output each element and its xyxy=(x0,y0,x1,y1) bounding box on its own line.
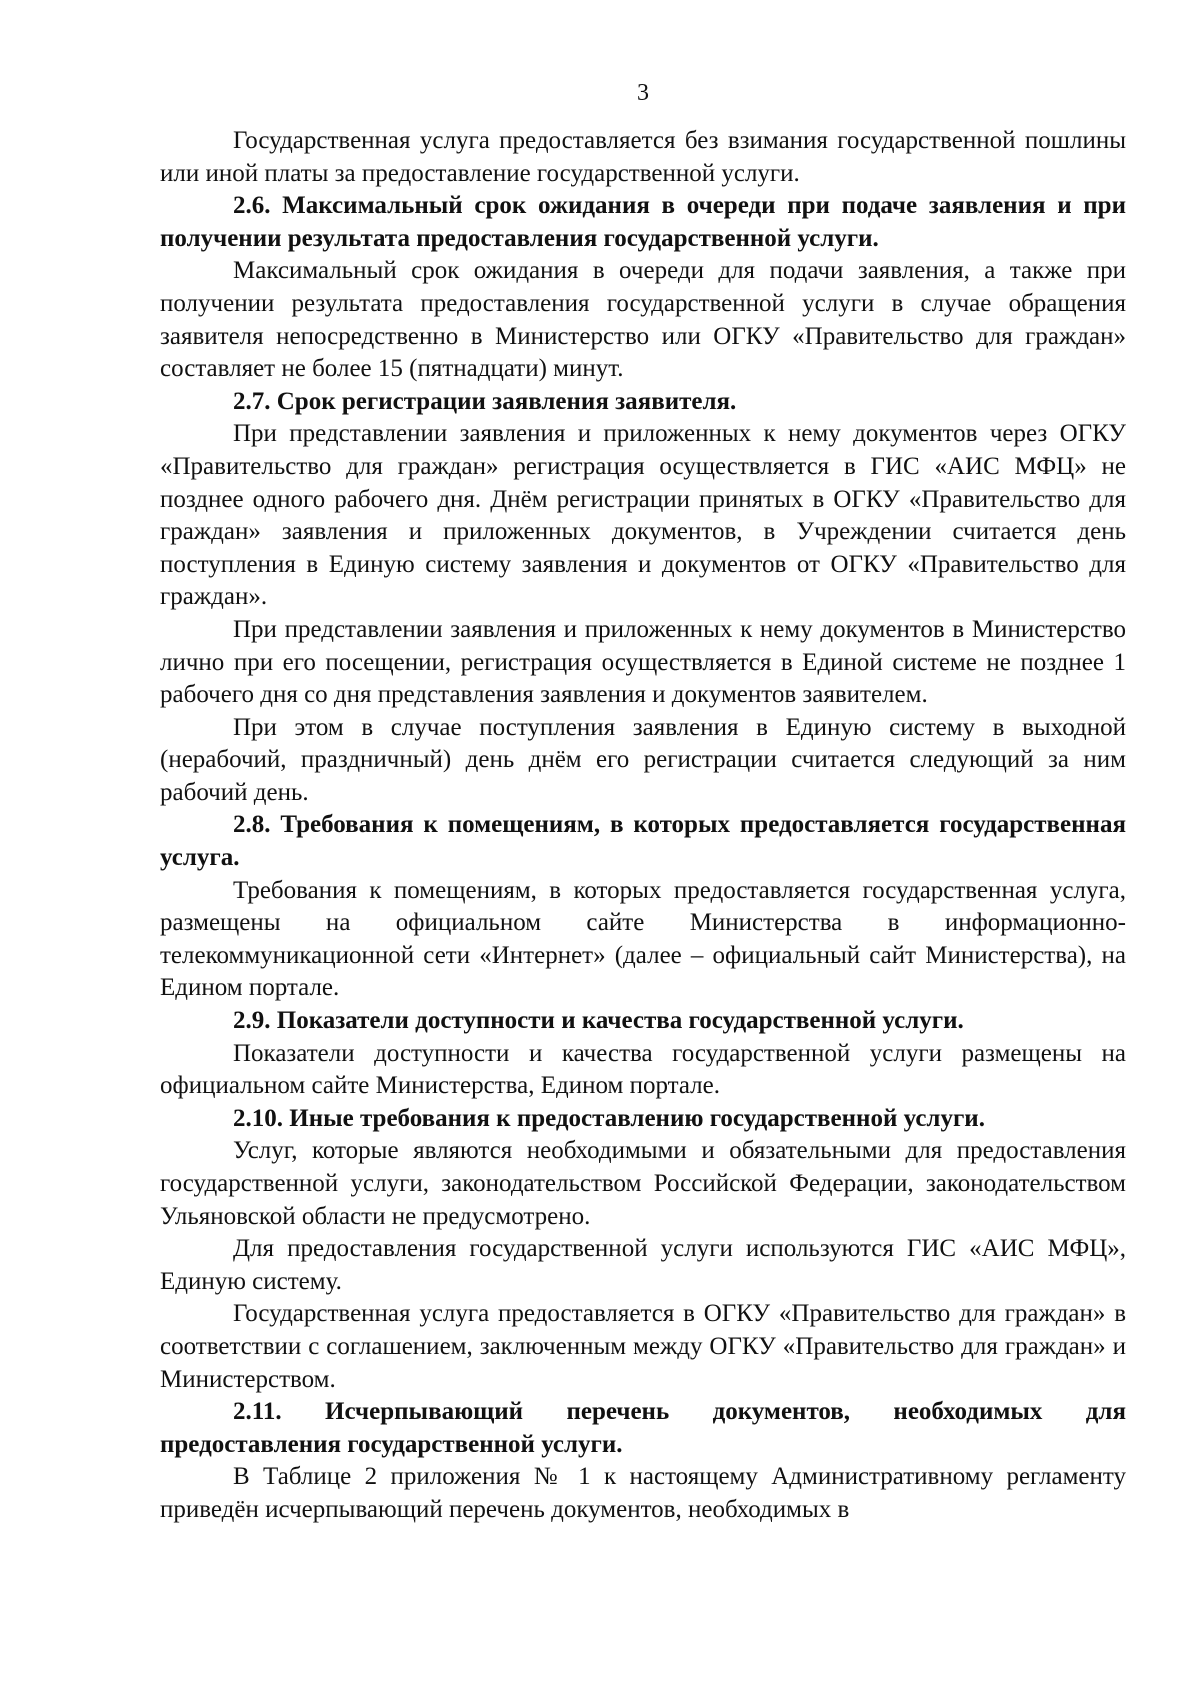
body-paragraph: Для предоставления государственной услуги используются ГИС «АИС МФЦ», Единую систему. xyxy=(160,1235,1126,1295)
body-paragraph: Требования к помещениям, в которых предоставляется государственная услуга, размещены на официальном сайте Министерства в информационно-телекоммуникационной сети «Интернет» (далее – официальный сайт Министерства), на Едином портале. xyxy=(160,876,1126,1002)
section-heading: 2.7. Срок регистрации заявления заявителя. xyxy=(233,387,737,415)
body-paragraph: Показатели доступности и качества государственной услуги размещены на официальном сайте Министерства, Едином портале. xyxy=(160,1039,1126,1100)
section-heading: 2.9. Показатели доступности и качества государственной услуги. xyxy=(233,1007,964,1035)
body-paragraph: Государственная услуга предоставляется без взимания государственной пошлины или иной платы за предоставление государственной услуги. xyxy=(160,127,1126,187)
body-paragraph: При представлении заявления и приложенных к нему документов в Министерство лично при его посещении, регистрация осуществляется в Единой системе не позднее 1 рабочего дня со дня представления заявления и документов заявителем. xyxy=(160,615,1126,709)
body-paragraph: В Таблице 2 приложения № 1 к настоящему Административному регламенту приведён исчерпывающий перечень документов, необходимых в xyxy=(160,1463,1126,1523)
section-heading: 2.11. Исчерпывающий перечень документов, необходимых для предоставления государственной услуги. xyxy=(160,1398,1126,1458)
body-paragraph: Максимальный срок ожидания в очереди для подачи заявления, а также при получении результата предоставления государственной услуги в случае обращения заявителя непосредственно в Министерство или ОГКУ «Правительство для граждан» составляет не более 15 (пятнадцати) минут. xyxy=(160,257,1126,383)
document-page xyxy=(160,78,1126,1527)
section-heading: 2.8. Требования к помещениям, в которых предоставляется государственная услуга. xyxy=(160,811,1126,872)
document-body xyxy=(160,125,1126,1527)
section-heading: 2.10. Иные требования к предоставлению государственной услуги. xyxy=(233,1104,985,1132)
body-paragraph: При представлении заявления и приложенных к нему документов через ОГКУ «Правительство для граждан» регистрация осуществляется в ГИС «АИС МФЦ» не позднее одного рабочего дня. Днём регистрации принятых в ОГКУ «Правительство для граждан» заявления и приложенных документов, в Учреждении считается день поступления в Единую систему заявления и документов от ОГКУ «Правительство для граждан». xyxy=(160,420,1126,611)
page-number: 3 xyxy=(637,80,649,106)
body-paragraph: Услуг, которые являются необходимыми и обязательными для предоставления государственной услуги, законодательством Российской Федерации, законодательством Ульяновской области не предусмотрено. xyxy=(160,1137,1126,1230)
body-paragraph: Государственная услуга предоставляется в ОГКУ «Правительство для граждан» в соответствии с соглашением, заключенным между ОГКУ «Правительство для граждан» и Министерством. xyxy=(160,1300,1126,1393)
section-heading: 2.6. Максимальный срок ожидания в очереди при подаче заявления и при получении результата предоставления государственной услуги. xyxy=(160,192,1126,252)
body-paragraph: При этом в случае поступления заявления в Единую систему в выходной (нерабочий, праздничный) день днём его регистрации считается следующий за ним рабочий день. xyxy=(160,713,1126,806)
